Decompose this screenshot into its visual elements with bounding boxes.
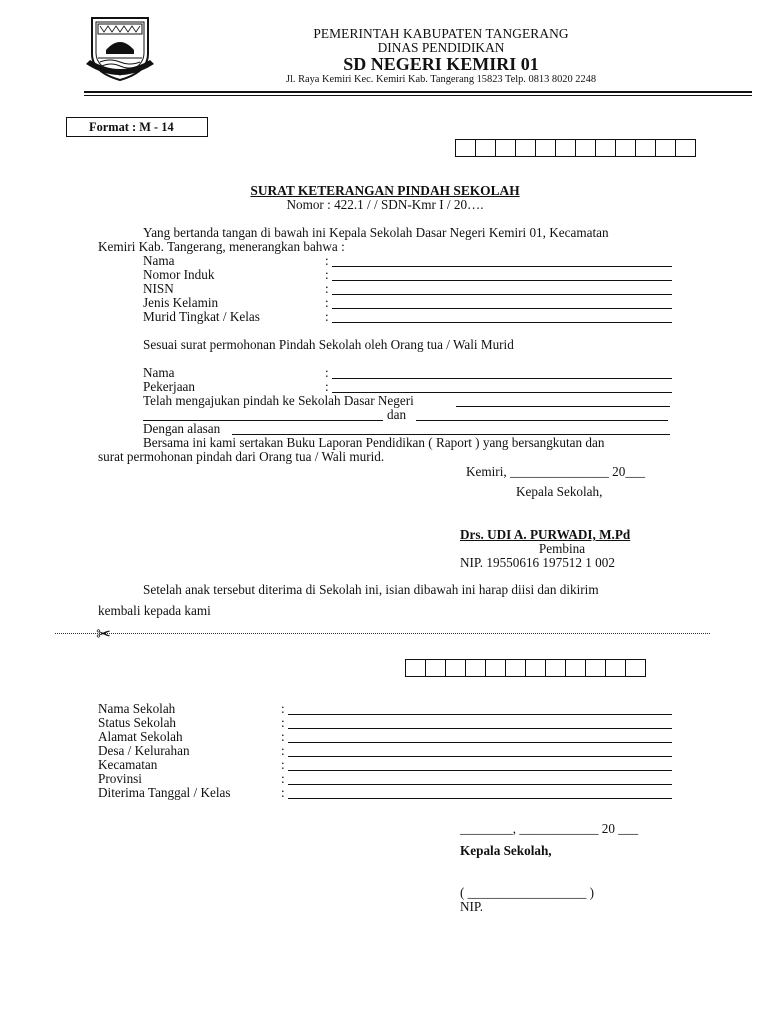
attachment-line-1: Bersama ini kami sertakan Buku Laporan Pendidikan ( Raport ) yang bersangkutan dan: [143, 435, 605, 450]
return-note-line-2: kembali kepada kami: [98, 603, 211, 618]
digit-box[interactable]: [506, 660, 526, 676]
field-label-student-name: Nama: [143, 253, 175, 268]
field-colon: :: [281, 715, 285, 730]
field-colon: :: [281, 729, 285, 744]
digit-box[interactable]: [596, 140, 616, 156]
field-colon: :: [281, 701, 285, 716]
province-input[interactable]: [288, 784, 672, 785]
reason-label: Dengan alasan: [143, 421, 221, 436]
student-name-input[interactable]: [332, 266, 672, 267]
digit-box[interactable]: [516, 140, 536, 156]
field-colon: :: [325, 365, 329, 380]
field-label-student-number: Nomor Induk: [143, 267, 215, 282]
school-name-input[interactable]: [288, 714, 672, 715]
school-status-input[interactable]: [288, 728, 672, 729]
bottom-signer-name: ( __________________ ): [460, 885, 595, 900]
field-label-nisn: NISN: [143, 281, 174, 296]
intro-line-2: Kemiri Kab. Tangerang, menerangkan bahwa :: [98, 239, 345, 254]
field-label-province: Provinsi: [98, 771, 142, 786]
cut-line: [55, 633, 710, 634]
bottom-signer-title: Kepala Sekolah,: [460, 843, 552, 858]
digit-box[interactable]: [406, 660, 426, 676]
digit-box[interactable]: [676, 140, 696, 156]
bottom-signer-nip: NIP.: [460, 899, 484, 914]
kabupaten-tangerang-emblem-icon: [84, 14, 156, 82]
signer-nip: NIP. 19550616 197512 1 002: [460, 555, 615, 570]
digit-box[interactable]: [466, 660, 486, 676]
field-colon: :: [325, 309, 329, 324]
field-colon: :: [325, 379, 329, 394]
school-name: SD NEGERI KEMIRI 01: [343, 54, 539, 74]
district-input[interactable]: [288, 770, 672, 771]
digit-box[interactable]: [526, 660, 546, 676]
intro-line-1: Yang bertanda tangan di bawah ini Kepala Sekolah Dasar Negeri Kemiri 01, Kecamatan: [143, 225, 609, 240]
and-label: dan: [387, 407, 407, 422]
digit-box[interactable]: [426, 660, 446, 676]
header-divider-thick: [84, 91, 752, 93]
digit-box[interactable]: [456, 140, 476, 156]
grade-class-input[interactable]: [332, 322, 672, 323]
field-label-village: Desa / Kelurahan: [98, 743, 190, 758]
digit-box[interactable]: [476, 140, 496, 156]
destination-extra-input[interactable]: [416, 420, 668, 421]
parent-intro: Sesuai surat permohonan Pindah Sekolah oleh Orang tua / Wali Murid: [143, 337, 514, 352]
school-address-input[interactable]: [288, 742, 672, 743]
student-number-boxes[interactable]: [455, 139, 696, 157]
field-colon: :: [281, 757, 285, 772]
digit-box[interactable]: [446, 660, 466, 676]
field-label-gender: Jenis Kelamin: [143, 295, 219, 310]
digit-box[interactable]: [636, 140, 656, 156]
signer-title: Kepala Sekolah,: [516, 484, 603, 499]
signer-name: Drs. UDI A. PURWADI, M.Pd: [460, 527, 631, 542]
receipt-number-boxes[interactable]: [405, 659, 646, 677]
accepted-date-class-input[interactable]: [288, 798, 672, 799]
field-label-school-name: Nama Sekolah: [98, 701, 176, 716]
destination-school-input[interactable]: [456, 406, 670, 407]
transfer-destination-label: Telah mengajukan pindah ke Sekolah Dasar Negeri: [143, 393, 414, 408]
field-label-district: Kecamatan: [98, 757, 158, 772]
document-number: Nomor : 422.1 / / SDN-Kmr I / 20….: [286, 197, 484, 212]
format-label: Format : M - 14: [66, 117, 208, 137]
nisn-input[interactable]: [332, 294, 672, 295]
digit-box[interactable]: [616, 140, 636, 156]
digit-box[interactable]: [496, 140, 516, 156]
field-label-accepted-date-class: Diterima Tanggal / Kelas: [98, 785, 231, 800]
field-colon: :: [281, 785, 285, 800]
department-name: DINAS PENDIDIKAN: [377, 40, 505, 55]
digit-box[interactable]: [606, 660, 626, 676]
field-colon: :: [281, 771, 285, 786]
digit-box[interactable]: [556, 140, 576, 156]
government-name: PEMERINTAH KABUPATEN TANGERANG: [313, 26, 569, 41]
field-colon: :: [325, 267, 329, 282]
gender-input[interactable]: [332, 308, 672, 309]
digit-box[interactable]: [546, 660, 566, 676]
field-label-school-address: Alamat Sekolah: [98, 729, 183, 744]
school-address: Jl. Raya Kemiri Kec. Kemiri Kab. Tangerang 15823 Telp. 0813 8020 2248: [285, 74, 597, 85]
scissors-icon: ✂: [96, 624, 112, 644]
field-colon: :: [281, 743, 285, 758]
digit-box[interactable]: [656, 140, 676, 156]
return-note-line-1: Setelah anak tersebut diterima di Sekolah ini, isian dibawah ini harap diisi dan dikirim: [143, 582, 599, 597]
village-input[interactable]: [288, 756, 672, 757]
field-colon: :: [325, 295, 329, 310]
digit-box[interactable]: [566, 660, 586, 676]
document-title: SURAT KETERANGAN PINDAH SEKOLAH: [250, 183, 520, 198]
bottom-place-date: ________, ____________ 20 ___: [460, 821, 639, 836]
field-colon: :: [325, 253, 329, 268]
field-label-school-status: Status Sekolah: [98, 715, 177, 730]
field-label-parent-occupation: Pekerjaan: [143, 379, 195, 394]
parent-name-input[interactable]: [332, 378, 672, 379]
digit-box[interactable]: [486, 660, 506, 676]
digit-box[interactable]: [536, 140, 556, 156]
digit-box[interactable]: [586, 660, 606, 676]
field-colon: :: [325, 281, 329, 296]
signer-rank: Pembina: [538, 541, 586, 556]
header-divider-thin: [84, 95, 752, 96]
digit-box[interactable]: [626, 660, 646, 676]
student-number-input[interactable]: [332, 280, 672, 281]
field-label-parent-name: Nama: [143, 365, 175, 380]
field-label-grade-class: Murid Tingkat / Kelas: [143, 309, 260, 324]
digit-box[interactable]: [576, 140, 596, 156]
attachment-line-2: surat permohonan pindah dari Orang tua / Wali murid.: [98, 449, 385, 464]
place-date: Kemiri, _______________ 20___: [466, 464, 646, 479]
